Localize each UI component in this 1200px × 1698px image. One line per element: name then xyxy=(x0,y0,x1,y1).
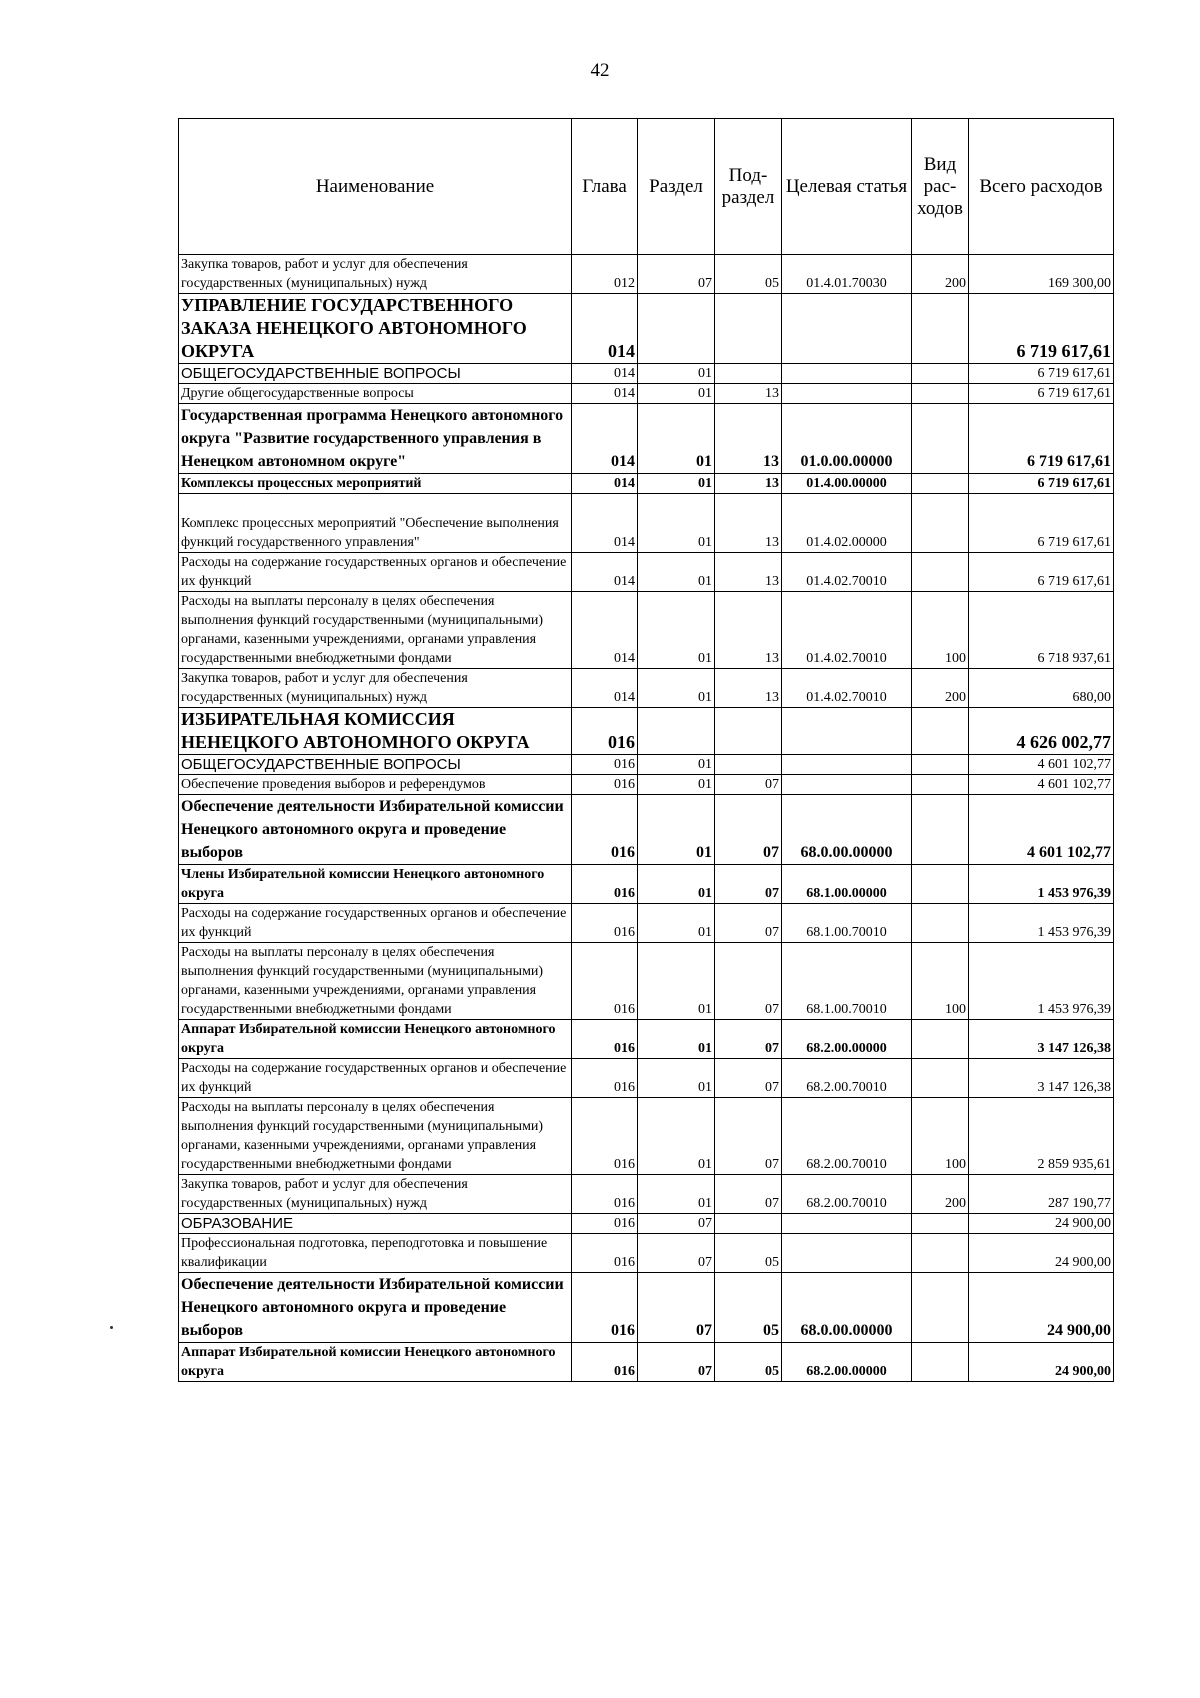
cell-total: 1 453 976,39 xyxy=(969,943,1114,1020)
cell-name: Обеспечение деятельности Избирательной комиссии Ненецкого автономного округа и проведение выборов xyxy=(179,1273,572,1343)
cell-statya: 68.2.00.00000 xyxy=(782,1343,912,1382)
cell-podrazdel: 07 xyxy=(715,904,782,943)
cell-total: 4 601 102,77 xyxy=(969,755,1114,775)
table-row xyxy=(179,669,1114,708)
table-row xyxy=(179,384,1114,404)
cell-name: Аппарат Избирательной комиссии Ненецкого автономного округа xyxy=(179,1343,572,1382)
cell-name: Комплекс процессных мероприятий "Обеспечение выполнения функций государственного управления" xyxy=(179,494,572,553)
cell-glava: 016 xyxy=(572,755,638,775)
header-name: Наименование xyxy=(179,119,572,255)
cell-glava: 014 xyxy=(572,669,638,708)
cell-statya: 68.1.00.70010 xyxy=(782,904,912,943)
cell-vid: 100 xyxy=(912,943,969,1020)
header-total: Всего расходов xyxy=(969,119,1114,255)
budget-table xyxy=(178,118,1114,1382)
cell-vid xyxy=(912,404,969,474)
page-number: 42 xyxy=(590,60,610,81)
cell-podrazdel: 07 xyxy=(715,795,782,865)
cell-podrazdel: 13 xyxy=(715,592,782,669)
cell-razdel: 01 xyxy=(638,669,715,708)
cell-podrazdel: 05 xyxy=(715,1273,782,1343)
cell-name: Закупка товаров, работ и услуг для обеспечения государственных (муниципальных) нужд xyxy=(179,255,572,294)
cell-statya: 01.4.00.00000 xyxy=(782,474,912,494)
cell-vid xyxy=(912,1234,969,1273)
cell-statya: 68.0.00.00000 xyxy=(782,1273,912,1343)
cell-podrazdel: 13 xyxy=(715,494,782,553)
cell-podrazdel xyxy=(715,1214,782,1234)
cell-podrazdel: 13 xyxy=(715,404,782,474)
cell-vid xyxy=(912,708,969,755)
cell-glava: 014 xyxy=(572,364,638,384)
cell-razdel: 01 xyxy=(638,775,715,795)
cell-podrazdel: 07 xyxy=(715,775,782,795)
cell-total: 287 190,77 xyxy=(969,1175,1114,1214)
table-row xyxy=(179,1175,1114,1214)
cell-name: Профессиональная подготовка, переподготовка и повышение квалификации xyxy=(179,1234,572,1273)
cell-total: 3 147 126,38 xyxy=(969,1059,1114,1098)
cell-statya xyxy=(782,1234,912,1273)
cell-podrazdel: 07 xyxy=(715,1175,782,1214)
cell-podrazdel: 07 xyxy=(715,1020,782,1059)
header-podrazdel: Под-раздел xyxy=(715,119,782,255)
cell-vid xyxy=(912,364,969,384)
cell-glava: 014 xyxy=(572,474,638,494)
table-row xyxy=(179,592,1114,669)
table-row xyxy=(179,708,1114,755)
cell-vid xyxy=(912,1059,969,1098)
cell-vid xyxy=(912,1343,969,1382)
cell-glava: 016 xyxy=(572,708,638,755)
table-row xyxy=(179,1234,1114,1273)
cell-statya xyxy=(782,1214,912,1234)
cell-total: 1 453 976,39 xyxy=(969,865,1114,904)
cell-total: 4 626 002,77 xyxy=(969,708,1114,755)
cell-total: 680,00 xyxy=(969,669,1114,708)
cell-razdel: 01 xyxy=(638,1098,715,1175)
cell-podrazdel xyxy=(715,364,782,384)
cell-razdel: 01 xyxy=(638,364,715,384)
cell-name: Расходы на выплаты персоналу в целях обеспечения выполнения функций государственными (муниципальными) органами, казенными учреждениями, органами управления государственными внебюджетными фондами xyxy=(179,943,572,1020)
cell-glava: 014 xyxy=(572,494,638,553)
cell-name: Закупка товаров, работ и услуг для обеспечения государственных (муниципальных) нужд xyxy=(179,1175,572,1214)
table-row xyxy=(179,775,1114,795)
table-row xyxy=(179,943,1114,1020)
cell-podrazdel: 13 xyxy=(715,669,782,708)
cell-glava: 016 xyxy=(572,1214,638,1234)
table-row xyxy=(179,494,1114,553)
cell-vid xyxy=(912,553,969,592)
cell-name: Расходы на содержание государственных органов и обеспечение их функций xyxy=(179,553,572,592)
cell-statya: 01.4.02.70010 xyxy=(782,592,912,669)
cell-total: 6 718 937,61 xyxy=(969,592,1114,669)
cell-total: 4 601 102,77 xyxy=(969,775,1114,795)
cell-total: 169 300,00 xyxy=(969,255,1114,294)
header-vid: Вид рас-ходов xyxy=(912,119,969,255)
cell-glava: 016 xyxy=(572,904,638,943)
cell-vid xyxy=(912,904,969,943)
cell-name: Расходы на содержание государственных органов и обеспечение их функций xyxy=(179,1059,572,1098)
cell-total: 24 900,00 xyxy=(969,1214,1114,1234)
cell-total: 24 900,00 xyxy=(969,1273,1114,1343)
cell-statya: 68.2.00.00000 xyxy=(782,1020,912,1059)
cell-razdel: 01 xyxy=(638,1059,715,1098)
header-glava: Глава xyxy=(572,119,638,255)
cell-statya xyxy=(782,755,912,775)
table-row xyxy=(179,404,1114,474)
cell-name: Комплексы процессных мероприятий xyxy=(179,474,572,494)
cell-total: 6 719 617,61 xyxy=(969,553,1114,592)
cell-razdel: 01 xyxy=(638,384,715,404)
cell-glava: 014 xyxy=(572,553,638,592)
cell-name: ОБЩЕГОСУДАРСТВЕННЫЕ ВОПРОСЫ xyxy=(179,364,572,384)
cell-razdel: 01 xyxy=(638,592,715,669)
cell-razdel: 01 xyxy=(638,865,715,904)
cell-podrazdel xyxy=(715,708,782,755)
cell-statya: 01.0.00.00000 xyxy=(782,404,912,474)
table-row xyxy=(179,755,1114,775)
cell-vid xyxy=(912,865,969,904)
cell-razdel: 01 xyxy=(638,494,715,553)
cell-total: 24 900,00 xyxy=(969,1234,1114,1273)
cell-vid xyxy=(912,795,969,865)
cell-vid xyxy=(912,474,969,494)
table-row xyxy=(179,865,1114,904)
cell-name: ОБРАЗОВАНИЕ xyxy=(179,1214,572,1234)
cell-vid xyxy=(912,775,969,795)
cell-total: 4 601 102,77 xyxy=(969,795,1114,865)
cell-name: Расходы на содержание государственных органов и обеспечение их функций xyxy=(179,904,572,943)
cell-statya xyxy=(782,384,912,404)
cell-razdel: 07 xyxy=(638,255,715,294)
cell-name: ОБЩЕГОСУДАРСТВЕННЫЕ ВОПРОСЫ xyxy=(179,755,572,775)
cell-total: 6 719 617,61 xyxy=(969,494,1114,553)
cell-statya: 68.2.00.70010 xyxy=(782,1098,912,1175)
cell-name: ИЗБИРАТЕЛЬНАЯ КОМИССИЯ НЕНЕЦКОГО АВТОНОМНОГО ОКРУГА xyxy=(179,708,572,755)
cell-statya: 68.0.00.00000 xyxy=(782,795,912,865)
cell-vid: 200 xyxy=(912,255,969,294)
cell-name: Государственная программа Ненецкого автономного округа "Развитие государственного управления в Ненецком автономном округе" xyxy=(179,404,572,474)
cell-glava: 016 xyxy=(572,775,638,795)
cell-podrazdel: 05 xyxy=(715,1234,782,1273)
table-header-row xyxy=(179,119,1114,255)
cell-podrazdel: 13 xyxy=(715,474,782,494)
cell-razdel xyxy=(638,708,715,755)
table-row xyxy=(179,553,1114,592)
cell-podrazdel xyxy=(715,294,782,364)
table-row xyxy=(179,1273,1114,1343)
cell-total: 1 453 976,39 xyxy=(969,904,1114,943)
cell-glava: 014 xyxy=(572,592,638,669)
cell-statya xyxy=(782,294,912,364)
table-row xyxy=(179,294,1114,364)
cell-razdel: 01 xyxy=(638,474,715,494)
cell-glava: 014 xyxy=(572,404,638,474)
cell-statya xyxy=(782,775,912,795)
cell-vid xyxy=(912,1214,969,1234)
cell-glava: 016 xyxy=(572,1234,638,1273)
cell-total: 6 719 617,61 xyxy=(969,404,1114,474)
cell-total: 24 900,00 xyxy=(969,1343,1114,1382)
cell-razdel: 01 xyxy=(638,1020,715,1059)
cell-podrazdel: 07 xyxy=(715,865,782,904)
cell-razdel: 01 xyxy=(638,553,715,592)
cell-razdel: 01 xyxy=(638,904,715,943)
cell-podrazdel: 07 xyxy=(715,1098,782,1175)
cell-name: Закупка товаров, работ и услуг для обеспечения государственных (муниципальных) нужд xyxy=(179,669,572,708)
cell-podrazdel: 07 xyxy=(715,943,782,1020)
cell-vid xyxy=(912,494,969,553)
cell-statya: 01.4.02.70010 xyxy=(782,669,912,708)
cell-podrazdel xyxy=(715,755,782,775)
cell-podrazdel: 13 xyxy=(715,384,782,404)
scan-mark xyxy=(110,1326,113,1329)
cell-statya: 01.4.02.00000 xyxy=(782,494,912,553)
cell-razdel: 07 xyxy=(638,1214,715,1234)
cell-vid xyxy=(912,755,969,775)
cell-name: Расходы на выплаты персоналу в целях обеспечения выполнения функций государственными (муниципальными) органами, казенными учреждениями, органами управления государственными внебюджетными фондами xyxy=(179,1098,572,1175)
cell-vid: 200 xyxy=(912,669,969,708)
cell-razdel: 07 xyxy=(638,1343,715,1382)
cell-statya: 68.1.00.00000 xyxy=(782,865,912,904)
cell-statya xyxy=(782,708,912,755)
cell-razdel: 07 xyxy=(638,1273,715,1343)
cell-razdel xyxy=(638,294,715,364)
cell-glava: 016 xyxy=(572,1020,638,1059)
cell-name: Другие общегосударственные вопросы xyxy=(179,384,572,404)
cell-razdel: 01 xyxy=(638,404,715,474)
cell-statya: 68.1.00.70010 xyxy=(782,943,912,1020)
cell-glava: 016 xyxy=(572,1273,638,1343)
header-razdel: Раздел xyxy=(638,119,715,255)
cell-podrazdel: 05 xyxy=(715,255,782,294)
cell-vid xyxy=(912,1273,969,1343)
cell-vid xyxy=(912,1020,969,1059)
header-statya: Целевая статья xyxy=(782,119,912,255)
cell-podrazdel: 07 xyxy=(715,1059,782,1098)
cell-name: Обеспечение проведения выборов и референдумов xyxy=(179,775,572,795)
cell-glava: 016 xyxy=(572,943,638,1020)
cell-glava: 014 xyxy=(572,384,638,404)
cell-statya: 68.2.00.70010 xyxy=(782,1059,912,1098)
table-row xyxy=(179,1020,1114,1059)
cell-razdel: 07 xyxy=(638,1234,715,1273)
cell-total: 2 859 935,61 xyxy=(969,1098,1114,1175)
cell-glava: 014 xyxy=(572,294,638,364)
cell-statya: 68.2.00.70010 xyxy=(782,1175,912,1214)
cell-statya xyxy=(782,364,912,384)
cell-name: УПРАВЛЕНИЕ ГОСУДАРСТВЕННОГО ЗАКАЗА НЕНЕЦКОГО АВТОНОМНОГО ОКРУГА xyxy=(179,294,572,364)
cell-glava: 016 xyxy=(572,795,638,865)
cell-name: Расходы на выплаты персоналу в целях обеспечения выполнения функций государственными (муниципальными) органами, казенными учреждениями, органами управления государственными внебюджетными фондами xyxy=(179,592,572,669)
table-row xyxy=(179,1343,1114,1382)
cell-glava: 016 xyxy=(572,1098,638,1175)
cell-glava: 016 xyxy=(572,1175,638,1214)
cell-razdel: 01 xyxy=(638,755,715,775)
cell-total: 6 719 617,61 xyxy=(969,384,1114,404)
cell-glava: 016 xyxy=(572,865,638,904)
cell-razdel: 01 xyxy=(638,1175,715,1214)
cell-vid xyxy=(912,294,969,364)
table-row xyxy=(179,795,1114,865)
cell-podrazdel: 05 xyxy=(715,1343,782,1382)
cell-vid: 100 xyxy=(912,592,969,669)
cell-statya: 01.4.01.70030 xyxy=(782,255,912,294)
table-row xyxy=(179,364,1114,384)
cell-glava: 016 xyxy=(572,1343,638,1382)
cell-statya: 01.4.02.70010 xyxy=(782,553,912,592)
table-row xyxy=(179,1214,1114,1234)
cell-glava: 016 xyxy=(572,1059,638,1098)
cell-total: 6 719 617,61 xyxy=(969,364,1114,384)
cell-total: 3 147 126,38 xyxy=(969,1020,1114,1059)
cell-vid: 200 xyxy=(912,1175,969,1214)
table-row xyxy=(179,474,1114,494)
cell-podrazdel: 13 xyxy=(715,553,782,592)
cell-razdel: 01 xyxy=(638,943,715,1020)
table-row xyxy=(179,255,1114,294)
cell-name: Обеспечение деятельности Избирательной комиссии Ненецкого автономного округа и проведение выборов xyxy=(179,795,572,865)
cell-name: Члены Избирательной комиссии Ненецкого автономного округа xyxy=(179,865,572,904)
cell-vid: 100 xyxy=(912,1098,969,1175)
cell-total: 6 719 617,61 xyxy=(969,474,1114,494)
table-row xyxy=(179,904,1114,943)
cell-razdel: 01 xyxy=(638,795,715,865)
table-row xyxy=(179,1059,1114,1098)
cell-name: Аппарат Избирательной комиссии Ненецкого автономного округа xyxy=(179,1020,572,1059)
table-row xyxy=(179,1098,1114,1175)
cell-total: 6 719 617,61 xyxy=(969,294,1114,364)
cell-vid xyxy=(912,384,969,404)
cell-glava: 012 xyxy=(572,255,638,294)
